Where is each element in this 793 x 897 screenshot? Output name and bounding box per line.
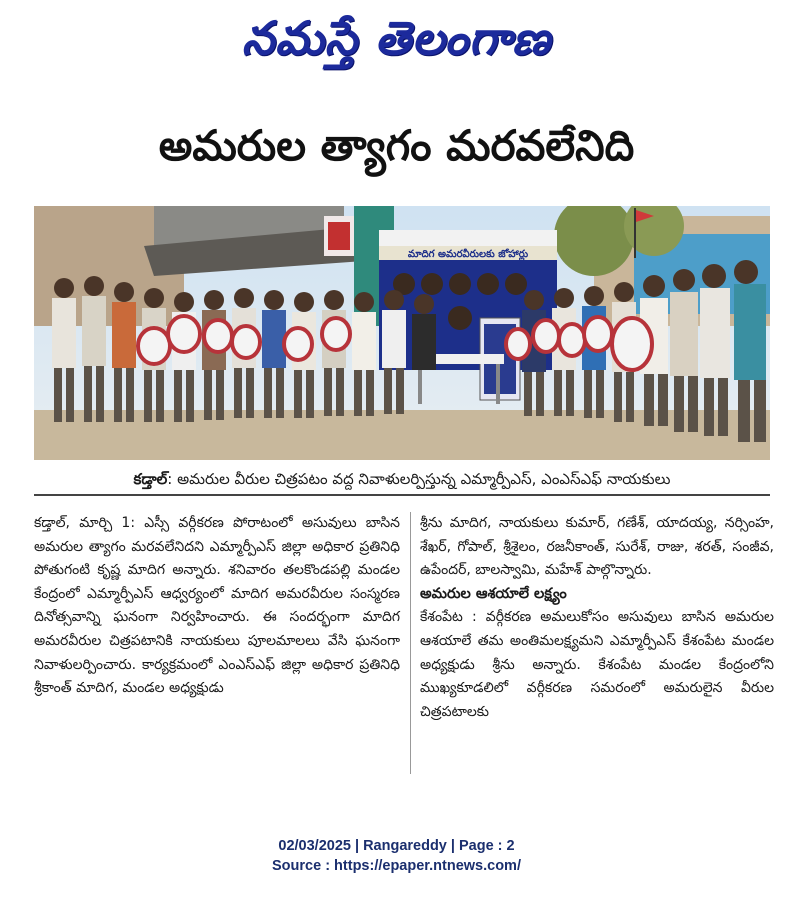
caption-text: : అమరుల వీరుల చిత్రపటం వద్ద నివాళులర్పిస్తున్న ఎమ్మార్పీఎస్, ఎంఎస్ఎఫ్ నాయకులు (167, 470, 671, 488)
footer-edition: 02/03/2025 | Rangareddy | Page : 2 (278, 838, 515, 854)
article-paragraph: కేశంపేట : వర్గీకరణ అమలుకోసం అసువులు బాసిన అమరుల ఆశయాలే తమ అంతిమలక్ష్యమని ఎమ్మార్పీఎస్ కేశంపేట మండల అధ్యక్షుడు శ్రీను అన్నారు. కేశంపేట మండల కేంద్రంలోని ముఖ్యకూడలిలో వర్గీకరణ సమరంలో అమరులైన వీరుల చిత్రపటాలకు (420, 609, 774, 720)
page-footer (0, 836, 793, 876)
masthead-title: నమస్తే తెలంగాణ (241, 11, 552, 65)
banner-text: మాదిగ అమరవీరులకు జోహార్లు (407, 249, 529, 260)
footer-source: Source : https://epaper.ntnews.com/ (272, 858, 521, 874)
article-subheading: అమరుల ఆశయాలే లక్ష్యం (420, 585, 567, 602)
article-headline: అమరుల త్యాగం మరవలేనిది (158, 121, 635, 170)
photo-caption (34, 464, 770, 496)
masthead (0, 6, 793, 70)
article-paragraph: కడ్తాల్, మార్చి 1: ఎస్సీ వర్గీకరణ పోరాటంలో అసువులు బాసిన అమరుల త్యాగం మరవలేనిదని ఎమ్మార్పీఎస్ జిల్లా అధికార ప్రతినిధి పోతుగంటి కృష్ణ మాదిగ అన్నారు. శనివారం తలకొండపల్లి మండల కేంద్రంలో ఎమ్మార్పీఎస్ ఆధ్వర్యంలో మాదిగ అమరవీరుల సంస్మరణ దినోత్సవాన్ని ఘనంగా నిర్వహించారు. ఈ సందర్భంగా మాదిగ అమరవీరుల చిత్రపటానికి నాయకులు పూలమాలలు వేసి ఘనంగా నివాళులర్పించారు. కార్యక్రమంలో ఎంఎస్ఎఫ్ జిల్లా అధికార ప్రతినిధి శ్రీకాంత్ మాదిగ, మండల అధ్యక్షుడు (34, 515, 400, 697)
column-divider (410, 512, 411, 774)
article-column-right (420, 512, 774, 724)
group-photo-drums-icon (34, 206, 770, 460)
article-photo (34, 206, 770, 460)
article-paragraph: శ్రీను మాదిగ, నాయకులు కుమార్, గణేశ్, యాదయ్య, నర్సింహ, శేఖర్, గోపాల్, శ్రీశైలం, రజనీకాంత్, సురేశ్, రాజు, శరత్, సంజీవ, ఉపేందర్, బాలస్వామి, మహేశ్ పాల్గొన్నారు. (420, 515, 774, 579)
article-column-left (34, 512, 400, 701)
caption-place: కడ్తాల్ (133, 470, 168, 488)
